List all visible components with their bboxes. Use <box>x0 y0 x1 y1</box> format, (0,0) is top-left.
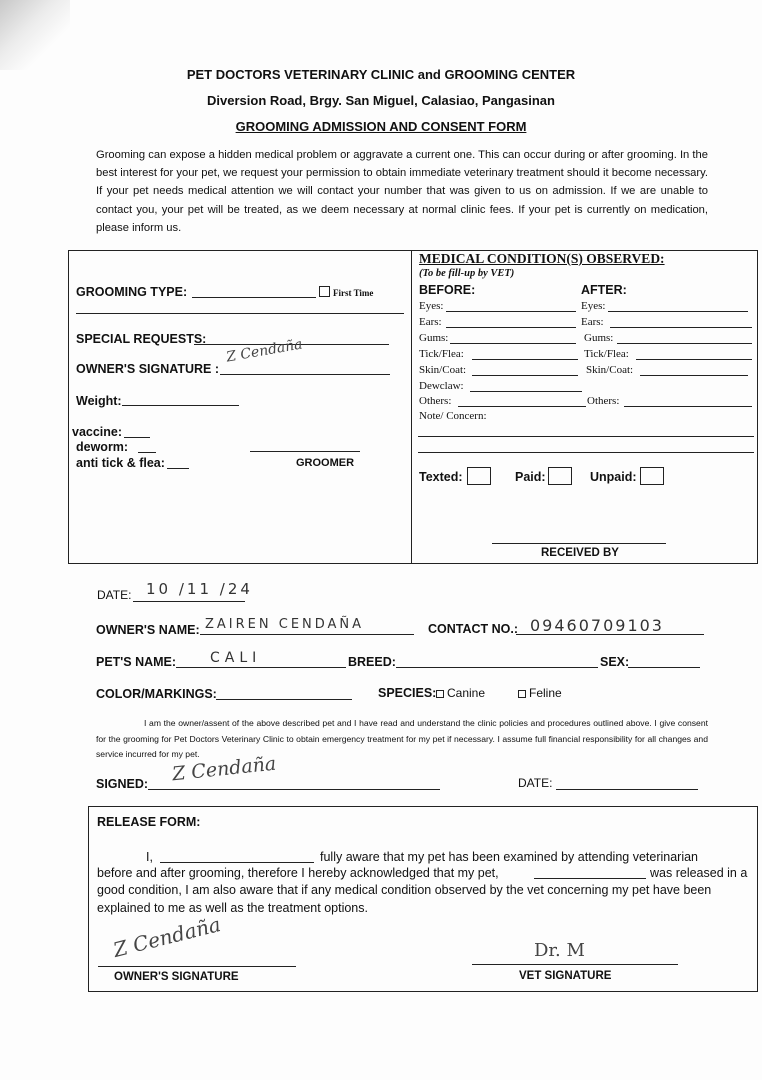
before-tick-label: Tick/Flea: <box>419 348 464 360</box>
feline-option[interactable] <box>518 686 562 700</box>
signed-signature-mark: Z Cendaña <box>171 752 278 786</box>
scan-edge-shadow <box>0 0 70 70</box>
signed-label: SIGNED: <box>96 777 149 791</box>
release-i-label: I, <box>146 850 153 864</box>
after-gums-label: Gums: <box>584 332 614 344</box>
unpaid-checkbox[interactable] <box>640 467 664 485</box>
vaccine-field[interactable] <box>124 437 150 438</box>
grooming-type-label: GROOMING TYPE: <box>76 285 188 299</box>
before-gums-field[interactable] <box>450 343 576 344</box>
release-owner-signature-label: OWNER'S SIGNATURE <box>114 971 239 983</box>
owner-name-value: ZAIREN CENDAÑA <box>205 617 365 632</box>
before-ears-label: Ears: <box>419 316 442 328</box>
note-line-2[interactable] <box>418 452 754 453</box>
canine-option[interactable] <box>436 686 485 700</box>
after-tick-field[interactable] <box>636 359 752 360</box>
release-text-2: before and after grooming, therefore I hereby acknowledged that my pet, <box>97 866 499 880</box>
after-tick-label: Tick/Flea: <box>584 348 629 360</box>
first-time-checkbox[interactable] <box>319 286 330 297</box>
canine-label: Canine <box>447 686 486 700</box>
texted-checkbox[interactable] <box>467 467 491 485</box>
clinic-name: PET DOCTORS VETERINARY CLINIC and GROOMING CENTER <box>186 67 576 82</box>
texted-label: Texted: <box>419 470 463 484</box>
release-text-3: was released in a <box>650 866 748 880</box>
deworm-label: deworm: <box>76 440 129 454</box>
intro-paragraph: Grooming can expose a hidden medical problem or aggravate a current one. This can occur during or after grooming. In the best interest for your pet, we request your permission to obtain immediate veterinary treatment should it become necessary. If your pet needs medical attention we will contact your number that was given to us on admission. If we are unable to contact you, your pet will be treated, as we deem necessary at normal clinic fees. If your pet is currently on medication, please inform us. <box>96 149 708 234</box>
after-skin-field[interactable] <box>640 375 748 376</box>
breed-label: BREED: <box>348 655 396 669</box>
first-time-label: First Time <box>333 288 374 298</box>
form-title: GROOMING ADMISSION AND CONSENT FORM <box>235 119 527 134</box>
release-name-field[interactable] <box>160 862 314 863</box>
release-owner-signature-field[interactable] <box>98 966 296 967</box>
signed-date-label: DATE: <box>518 776 553 790</box>
species-label: SPECIES: <box>378 686 437 700</box>
unpaid-label: Unpaid: <box>590 470 637 484</box>
after-others-label: Others: <box>587 395 620 407</box>
clinic-address: Diversion Road, Brgy. San Miguel, Calasiao, Pangasinan <box>207 93 555 108</box>
after-gums-field[interactable] <box>617 343 752 344</box>
color-markings-field[interactable] <box>216 699 352 700</box>
owner-name-label: OWNER'S NAME: <box>96 623 200 637</box>
owner-name-field[interactable] <box>200 634 414 635</box>
sex-field[interactable] <box>628 667 700 668</box>
canine-checkbox[interactable] <box>436 690 444 698</box>
date-label: DATE: <box>97 588 132 602</box>
after-ears-label: Ears: <box>581 316 604 328</box>
before-dewclaw-field[interactable] <box>470 391 582 392</box>
after-eyes-field[interactable] <box>608 311 748 312</box>
before-gums-label: Gums: <box>419 332 449 344</box>
anti-tick-label: anti tick & flea: <box>76 456 165 470</box>
contact-value: 09460709103 <box>530 616 664 635</box>
groomer-label: GROOMER <box>296 457 355 469</box>
pet-name-field[interactable] <box>176 667 346 668</box>
received-by-label: RECEIVED BY <box>541 547 619 559</box>
weight-label: Weight: <box>76 394 122 408</box>
owner-signature-label: OWNER'S SIGNATURE : <box>76 362 220 376</box>
feline-checkbox[interactable] <box>518 690 526 698</box>
before-skin-field[interactable] <box>472 375 578 376</box>
after-others-field[interactable] <box>624 406 752 407</box>
deworm-field[interactable] <box>138 452 156 453</box>
panel-divider <box>411 250 412 563</box>
before-tick-field[interactable] <box>472 359 578 360</box>
paid-label: Paid: <box>515 470 546 484</box>
date-value: 10 /11 /24 <box>146 580 253 598</box>
before-others-label: Others: <box>419 395 452 407</box>
first-time-option[interactable] <box>319 286 373 298</box>
vet-subtitle: (To be fill-up by VET) <box>419 268 515 279</box>
pet-name-label: PET'S NAME: <box>96 655 177 669</box>
owner-signature-field[interactable] <box>220 374 390 375</box>
release-title: RELEASE FORM: <box>97 815 201 829</box>
sex-label: SEX: <box>600 655 630 669</box>
feline-label: Feline <box>529 686 562 700</box>
vet-signature-mark: Dr. M <box>534 940 585 961</box>
pet-name-value: CALI <box>210 650 262 666</box>
weight-field[interactable] <box>122 405 239 406</box>
contact-label: CONTACT NO.: <box>428 622 519 636</box>
before-skin-label: Skin/Coat: <box>419 364 467 376</box>
grooming-type-extra-line <box>76 313 404 314</box>
consent-paragraph: I am the owner/assent of the above described pet and I have read and understand the clinic policies and procedures outlined above. I give consent for the grooming for Pet Doctors Veterinary Clinic to obtain emergency treatment for my pet if necessary. I assume full financial responsibility for all changes and service incurred for my pet. <box>96 718 708 759</box>
special-requests-label: SPECIAL REQUESTS: <box>76 332 207 346</box>
after-heading: AFTER: <box>581 283 627 297</box>
vet-signature-field[interactable] <box>472 964 678 965</box>
before-heading: BEFORE: <box>419 283 476 297</box>
breed-field[interactable] <box>396 667 598 668</box>
medical-condition-title: MEDICAL CONDITION(S) OBSERVED: <box>419 251 665 266</box>
grooming-type-field[interactable] <box>192 297 316 298</box>
release-pet-field[interactable] <box>534 878 646 879</box>
color-markings-label: COLOR/MARKINGS: <box>96 687 217 701</box>
signed-date-field[interactable] <box>556 789 698 790</box>
before-eyes-label: Eyes: <box>419 300 444 312</box>
paid-checkbox[interactable] <box>548 467 572 485</box>
before-others-field[interactable] <box>458 406 586 407</box>
note-concern-label: Note/ Concern: <box>419 410 487 422</box>
release-owner-signature-mark: Z Cendaña <box>110 912 224 962</box>
after-eyes-label: Eyes: <box>581 300 606 312</box>
after-ears-field[interactable] <box>610 327 752 328</box>
release-text-1: fully aware that my pet has been examined by attending veterinarian <box>320 850 699 864</box>
before-eyes-field[interactable] <box>446 311 576 312</box>
signed-field[interactable] <box>148 789 440 790</box>
vaccine-label: vaccine: <box>72 425 123 439</box>
owner-signature-mark: Z Cendaña <box>225 336 304 366</box>
before-ears-field[interactable] <box>446 327 576 328</box>
before-dewclaw-label: Dewclaw: <box>419 380 464 392</box>
received-by-field[interactable] <box>492 543 666 544</box>
after-skin-label: Skin/Coat: <box>586 364 634 376</box>
groomer-signature-field[interactable] <box>250 451 360 452</box>
release-text-4: good condition, I am also aware that if any medical condition observed by the vet concerning my pet have been explained to me as well as the treatment options. <box>97 883 712 915</box>
anti-tick-field[interactable] <box>167 468 189 469</box>
note-line-1[interactable] <box>418 436 754 437</box>
date-field[interactable] <box>133 601 245 602</box>
vet-signature-label: VET SIGNATURE <box>519 970 612 982</box>
